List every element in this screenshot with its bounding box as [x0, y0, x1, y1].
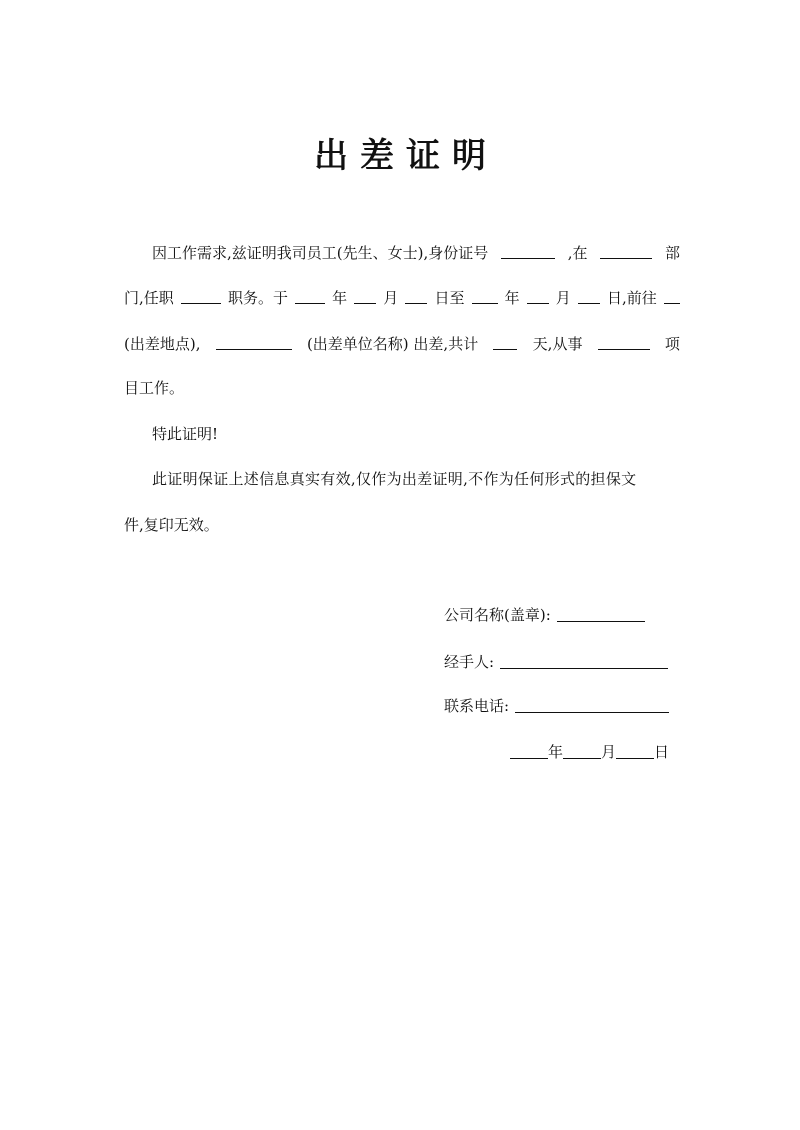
- days-blank[interactable]: [493, 333, 517, 350]
- text-segment: 日至: [434, 289, 465, 307]
- id-number-blank[interactable]: [501, 242, 555, 259]
- text-segment: 年: [332, 289, 348, 307]
- end-year-blank[interactable]: [472, 287, 498, 304]
- paragraph-line-2: [124, 287, 680, 309]
- project-blank[interactable]: [598, 333, 650, 350]
- handler-row: [444, 650, 668, 673]
- text-segment: (出差单位名称) 出差,共计: [306, 335, 479, 353]
- company-field[interactable]: [557, 605, 645, 622]
- phone-row: [444, 694, 669, 717]
- sign-month-blank[interactable]: [563, 742, 601, 759]
- paragraph-line-1: [152, 242, 680, 264]
- text-segment: 日,前往: [606, 289, 657, 307]
- text-segment: ,在: [567, 244, 588, 262]
- validity-line-1: 此证明保证上述信息真实有效,仅作为出差证明,不作为任何形式的担保文: [152, 470, 637, 488]
- text-segment: 月: [555, 289, 571, 307]
- company-label: 公司名称(盖章):: [444, 606, 551, 624]
- unit-name-blank[interactable]: [216, 333, 292, 350]
- paragraph-line-3: [124, 333, 680, 355]
- handler-label: 经手人:: [444, 653, 495, 671]
- validity-line-2: 件,复印无效。: [124, 516, 219, 534]
- text-segment: 项: [664, 335, 680, 353]
- month-label: 月: [601, 743, 617, 761]
- position-blank[interactable]: [181, 287, 221, 304]
- start-day-blank[interactable]: [405, 287, 427, 304]
- end-month-blank[interactable]: [527, 287, 549, 304]
- company-row: [444, 603, 645, 626]
- phone-label: 联系电话:: [444, 697, 510, 715]
- start-year-blank[interactable]: [295, 287, 325, 304]
- text-segment: 天,从事: [532, 335, 583, 353]
- certify-text: 特此证明!: [152, 425, 219, 443]
- text-segment: 月: [383, 289, 399, 307]
- text-segment: 因工作需求,兹证明我司员工(先生、女士),身份证号: [152, 244, 489, 262]
- date-row: [510, 740, 669, 763]
- handler-field[interactable]: [500, 652, 668, 669]
- text-segment: 部: [664, 244, 680, 262]
- year-label: 年: [548, 743, 564, 761]
- document-title: 出差证明: [314, 136, 498, 176]
- department-blank[interactable]: [600, 242, 652, 259]
- destination-blank[interactable]: [664, 287, 680, 304]
- paragraph-line-4: 目工作。: [124, 379, 185, 397]
- day-label: 日: [654, 743, 670, 761]
- text-segment: 年: [504, 289, 520, 307]
- sign-day-blank[interactable]: [616, 742, 654, 759]
- phone-field[interactable]: [515, 696, 669, 713]
- sign-year-blank[interactable]: [510, 742, 548, 759]
- start-month-blank[interactable]: [354, 287, 376, 304]
- text-segment: 职务。于: [227, 289, 288, 307]
- text-segment: (出差地点),: [124, 335, 201, 353]
- text-segment: 门,任职: [124, 289, 174, 307]
- end-day-blank[interactable]: [578, 287, 600, 304]
